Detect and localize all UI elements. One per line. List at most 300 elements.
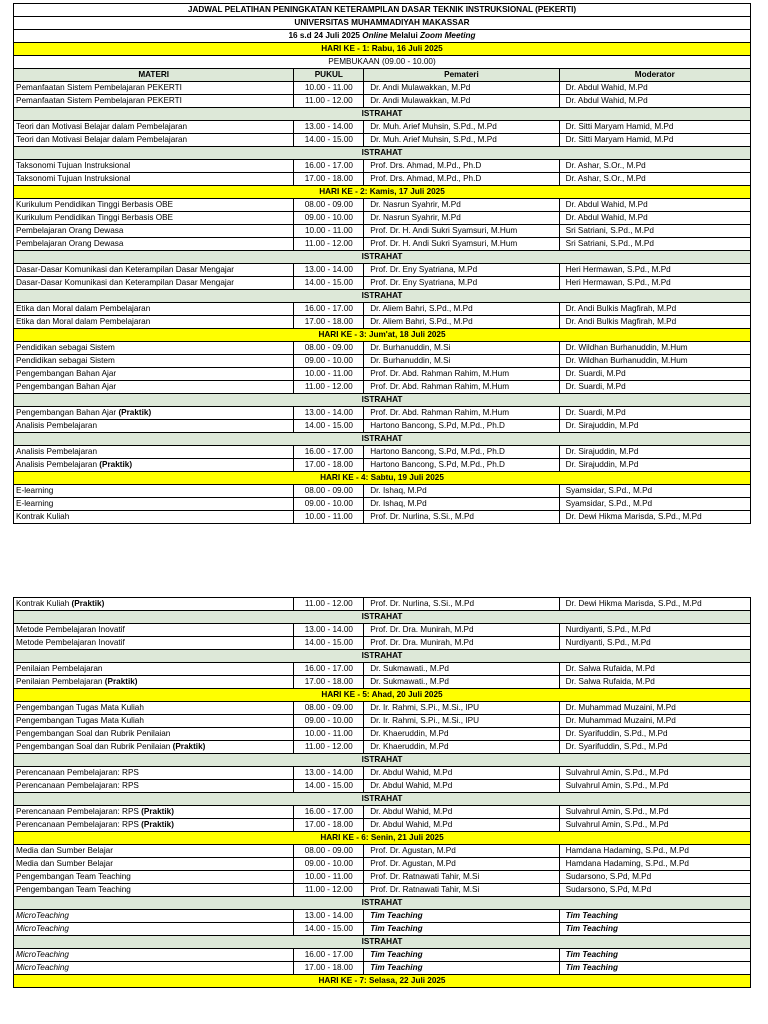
table-row [14,962,751,975]
pukul-cell: 08.00 - 09.00 [294,342,364,355]
text-run: (Praktik) [99,460,133,469]
document-title [14,4,751,17]
materi-cell [14,871,294,884]
moderator-cell: Dr. Syarifuddin, S.Pd., M.Pd [559,741,750,754]
moderator-cell: Dr. Dewi Hikma Marisda, S.Pd., M.Pd [559,598,750,611]
materi-cell [14,225,294,238]
pukul-cell: 14.00 - 15.00 [294,420,364,433]
pemateri-cell: Dr. Muh. Arief Muhsin, S.Pd., M.Pd [364,134,559,147]
table-row [14,702,751,715]
moderator-cell: Dr. Sitti Maryam Hamid, M.Pd [559,121,750,134]
moderator-cell: Heri Hermawan, S.Pd., M.Pd [559,264,750,277]
table-row [14,884,751,897]
moderator-cell: Sri Satriani, S.Pd., M.Pd [559,238,750,251]
moderator-cell: Sulvahrul Amin, S.Pd., M.Pd [559,806,750,819]
text-run: 16 s.d 24 Juli 2025 [288,31,363,40]
moderator-cell: Dr. Andi Bulkis Magfirah, M.Pd [559,303,750,316]
text-run: Kontrak Kuliah [16,512,70,521]
day-label: HARI KE - 3: Jum'at, 18 Juli 2025 [14,329,751,342]
materi-cell [14,511,294,524]
pemateri-cell: Dr. Nasrun Syahrir, M.Pd [364,199,559,212]
moderator-cell: Sulvahrul Amin, S.Pd., M.Pd [559,780,750,793]
pukul-cell: 08.00 - 09.00 [294,702,364,715]
text-run: JADWAL PELATIHAN PENINGKATAN KETERAMPILAN DASAR TEKNIK INSTRUKSIONAL (PEKERTI) [187,5,577,14]
pemateri-cell: Tim Teaching [364,962,559,975]
materi-cell [14,767,294,780]
text-run: Zoom Meeting [420,31,476,40]
moderator-cell: Dr. Syarifuddin, S.Pd., M.Pd [559,728,750,741]
table-row [14,858,751,871]
pukul-cell: 17.00 - 18.00 [294,173,364,186]
pemateri-cell: Dr. Abdul Wahid, M.Pd [364,806,559,819]
pemateri-cell: Hartono Bancong, S.Pd, M.Pd., Ph.D [364,459,559,472]
moderator-cell: Dr. Abdul Wahid, M.Pd [559,212,750,225]
moderator-cell: Dr. Suardi, M.Pd [559,381,750,394]
text-run: Pengembangan Team Teaching [16,885,131,894]
text-run: MicroTeaching [16,911,69,920]
table-row [14,446,751,459]
pukul-cell: 14.00 - 15.00 [294,780,364,793]
break-row [14,754,751,767]
text-run: Pendidikan sebagai Sistem [16,343,115,352]
pukul-cell: 13.00 - 14.00 [294,264,364,277]
moderator-cell: Dr. Sirajuddin, M.Pd [559,420,750,433]
table-row [14,342,751,355]
table-row [14,199,751,212]
text-run: Pembelajaran Orang Dewasa [16,226,124,235]
table-row [14,420,751,433]
moderator-cell: Tim Teaching [559,923,750,936]
pukul-cell: 13.00 - 14.00 [294,407,364,420]
pukul-cell: 11.00 - 12.00 [294,95,364,108]
break-label: ISTRAHAT [14,793,751,806]
text-run: Perencanaan Pembelajaran: RPS [16,768,139,777]
day-label: HARI KE - 1: Rabu, 16 Juli 2025 [14,43,751,56]
day-label: HARI KE - 4: Sabtu, 19 Juli 2025 [14,472,751,485]
text-run: (Praktik) [71,599,105,608]
pemateri-cell: Dr. Muh. Arief Muhsin, S.Pd., M.Pd [364,121,559,134]
break-row [14,394,751,407]
materi-cell [14,949,294,962]
break-row [14,251,751,264]
materi-cell [14,598,294,611]
text-run: Etika dan Moral dalam Pembelajaran [16,304,151,313]
break-label: ISTRAHAT [14,897,751,910]
pemateri-cell: Prof. Dr. Abd. Rahman Rahim, M.Hum [364,381,559,394]
table-row [14,806,751,819]
pemateri-cell: Prof. Dr. Dra. Munirah, M.Pd [364,637,559,650]
pemateri-cell: Prof. Dr. Agustan, M.Pd [364,845,559,858]
text-run: Pembelajaran Orang Dewasa [16,239,124,248]
moderator-cell: Tim Teaching [559,910,750,923]
text-run: Pemanfaatan Sistem Pembelajaran PEKERTI [16,83,182,92]
pukul-cell: 09.00 - 10.00 [294,355,364,368]
day-header-row [14,472,751,485]
table-row [14,871,751,884]
pukul-cell: 14.00 - 15.00 [294,923,364,936]
break-row [14,650,751,663]
pukul-cell: 16.00 - 17.00 [294,949,364,962]
pukul-cell: 08.00 - 09.00 [294,485,364,498]
table-row [14,173,751,186]
text-run: MicroTeaching [16,963,69,972]
document-title [14,17,751,30]
pukul-cell: 10.00 - 11.00 [294,368,364,381]
day-label: HARI KE - 2: Kamis, 17 Juli 2025 [14,186,751,199]
pemateri-cell: Dr. Andi Mulawakkan, M.Pd [364,95,559,108]
materi-cell [14,702,294,715]
materi-cell [14,277,294,290]
table-row [14,355,751,368]
table-row [14,264,751,277]
materi-cell [14,407,294,420]
column-header-moderator: Moderator [559,69,750,82]
text-run: E-learning [16,499,54,508]
materi-cell [14,845,294,858]
pukul-cell: 17.00 - 18.00 [294,676,364,689]
table-row [14,212,751,225]
day-header-row [14,689,751,702]
break-label: ISTRAHAT [14,611,751,624]
materi-cell [14,819,294,832]
materi-cell [14,498,294,511]
moderator-cell: Dr. Andi Bulkis Magfirah, M.Pd [559,316,750,329]
pukul-cell: 11.00 - 12.00 [294,238,364,251]
moderator-cell: Dr. Sirajuddin, M.Pd [559,446,750,459]
moderator-cell: Dr. Salwa Rufaida, M.Pd [559,676,750,689]
day-label: HARI KE - 5: Ahad, 20 Juli 2025 [14,689,751,702]
text-run: Teori dan Motivasi Belajar dalam Pembelajaran [16,135,188,144]
pemateri-cell: Hartono Bancong, S.Pd, M.Pd., Ph.D [364,420,559,433]
pemateri-cell: Dr. Khaeruddin, M.Pd [364,741,559,754]
text-run: Pengembangan Team Teaching [16,872,131,881]
pemateri-cell: Dr. Burhanuddin, M.Si [364,342,559,355]
moderator-cell: Dr. Wildhan Burhanuddin, M.Hum [559,342,750,355]
pemateri-cell: Dr. Sukmawati., M.Pd [364,676,559,689]
moderator-cell: Syamsidar, S.Pd., M.Pd [559,485,750,498]
pemateri-cell: Prof. Dr. Eny Syatriana, M.Pd [364,264,559,277]
table-row [14,741,751,754]
materi-cell [14,355,294,368]
materi-cell [14,381,294,394]
table-row [14,637,751,650]
moderator-cell: Tim Teaching [559,962,750,975]
document-title [14,30,751,43]
table-row [14,407,751,420]
pukul-cell: 13.00 - 14.00 [294,910,364,923]
text-run: Analisis Pembelajaran [16,447,98,456]
pukul-cell: 09.00 - 10.00 [294,212,364,225]
break-label: ISTRAHAT [14,936,751,949]
pukul-cell: 13.00 - 14.00 [294,624,364,637]
materi-cell [14,624,294,637]
title-row [14,30,751,43]
table-row [14,316,751,329]
moderator-cell: Sudarsono, S.Pd, M.Pd [559,884,750,897]
materi-cell [14,923,294,936]
day-header-row [14,832,751,845]
text-run: Melalui [387,31,421,40]
pemateri-cell: Dr. Ishaq, M.Pd [364,485,559,498]
column-header-row [14,69,751,82]
table-row [14,511,751,524]
table-row [14,663,751,676]
moderator-cell: Tim Teaching [559,949,750,962]
pemateri-cell: Prof. Dr. Ratnawati Tahir, M.Si [364,884,559,897]
pukul-cell: 10.00 - 11.00 [294,225,364,238]
pemateri-cell: Dr. Ir. Rahmi, S.Pi., M.Si., IPU [364,702,559,715]
pemateri-cell: Prof. Dr. Agustan, M.Pd [364,858,559,871]
break-row [14,433,751,446]
break-label: ISTRAHAT [14,147,751,160]
pukul-cell: 14.00 - 15.00 [294,277,364,290]
materi-cell [14,637,294,650]
break-row [14,108,751,121]
text-run: Pengembangan Bahan Ajar [16,382,117,391]
text-run: Metode Pembelajaran Inovatif [16,625,125,634]
moderator-cell: Syamsidar, S.Pd., M.Pd [559,498,750,511]
break-label: ISTRAHAT [14,754,751,767]
materi-cell [14,858,294,871]
pemateri-cell: Prof. Dr. H. Andi Sukri Syamsuri, M.Hum [364,225,559,238]
materi-cell [14,728,294,741]
break-row [14,611,751,624]
materi-cell [14,303,294,316]
pemateri-cell: Dr. Ishaq, M.Pd [364,498,559,511]
materi-cell [14,134,294,147]
table-row [14,676,751,689]
pukul-cell: 09.00 - 10.00 [294,858,364,871]
materi-cell [14,446,294,459]
table-row [14,95,751,108]
column-header-pukul: PUKUL [294,69,364,82]
pemateri-cell: Prof. Drs. Ahmad, M.Pd., Ph.D [364,160,559,173]
day-header-row [14,186,751,199]
table-row [14,459,751,472]
text-run: Taksonomi Tujuan Instruksional [16,174,131,183]
table-row [14,598,751,611]
moderator-cell: Hamdana Hadaming, S.Pd., M.Pd [559,845,750,858]
text-run: Perencanaan Pembelajaran: RPS [16,807,142,816]
pemateri-cell: Prof. Dr. Eny Syatriana, M.Pd [364,277,559,290]
pukul-cell: 14.00 - 15.00 [294,637,364,650]
text-run: MicroTeaching [16,950,69,959]
opening-label: PEMBUKAAN (09.00 - 10.00) [14,56,751,69]
break-row [14,290,751,303]
materi-cell [14,82,294,95]
table-row [14,381,751,394]
pukul-cell: 16.00 - 17.00 [294,160,364,173]
schedule-table-page-2 [13,597,751,988]
table-row [14,82,751,95]
table-row [14,923,751,936]
column-header-pemateri: Pemateri [364,69,559,82]
text-run: Kurikulum Pendidikan Tinggi Berbasis OBE [16,200,174,209]
moderator-cell: Nurdiyanti, S.Pd., M.Pd [559,637,750,650]
moderator-cell: Dr. Salwa Rufaida, M.Pd [559,663,750,676]
pukul-cell: 17.00 - 18.00 [294,962,364,975]
text-run: Pengembangan Tugas Mata Kuliah [16,703,144,712]
pukul-cell: 16.00 - 17.00 [294,446,364,459]
pukul-cell: 10.00 - 11.00 [294,511,364,524]
pukul-cell: 10.00 - 11.00 [294,728,364,741]
pemateri-cell: Prof. Dr. Abd. Rahman Rahim, M.Hum [364,368,559,381]
break-label: ISTRAHAT [14,251,751,264]
text-run: E-learning [16,486,54,495]
pukul-cell: 17.00 - 18.00 [294,316,364,329]
text-run: Media dan Sumber Belajar [16,846,113,855]
text-run: Pengembangan Bahan Ajar [16,369,117,378]
materi-cell [14,95,294,108]
materi-cell [14,342,294,355]
text-run: Kontrak Kuliah [16,599,72,608]
text-run: (Praktik) [141,820,174,829]
title-row [14,17,751,30]
materi-cell [14,420,294,433]
table-row [14,368,751,381]
pukul-cell: 10.00 - 11.00 [294,871,364,884]
table-row [14,303,751,316]
moderator-cell: Sri Satriani, S.Pd., M.Pd [559,225,750,238]
materi-cell [14,264,294,277]
moderator-cell: Dr. Suardi, M.Pd [559,368,750,381]
table-row [14,160,751,173]
text-run: Penilaian Pembelajaran [16,677,105,686]
moderator-cell: Dr. Wildhan Burhanuddin, M.Hum [559,355,750,368]
materi-cell [14,199,294,212]
materi-cell [14,212,294,225]
moderator-cell: Dr. Suardi, M.Pd [559,407,750,420]
pemateri-cell: Dr. Aliem Bahri, S.Pd., M.Pd [364,303,559,316]
table-row [14,277,751,290]
text-run: Pendidikan sebagai Sistem [16,356,115,365]
text-run: Etika dan Moral dalam Pembelajaran [16,317,151,326]
moderator-cell: Hamdana Hadaming, S.Pd., M.Pd [559,858,750,871]
break-row [14,147,751,160]
break-row [14,936,751,949]
moderator-cell: Nurdiyanti, S.Pd., M.Pd [559,624,750,637]
pemateri-cell: Prof. Dr. Abd. Rahman Rahim, M.Hum [364,407,559,420]
pukul-cell: 16.00 - 17.00 [294,303,364,316]
materi-cell [14,910,294,923]
opening-row [14,56,751,69]
text-run: Media dan Sumber Belajar [16,859,113,868]
pukul-cell: 16.00 - 17.00 [294,663,364,676]
break-label: ISTRAHAT [14,108,751,121]
day-label: HARI KE - 7: Selasa, 22 Juli 2025 [14,975,751,988]
break-label: ISTRAHAT [14,433,751,446]
materi-cell [14,780,294,793]
text-run: Pemanfaatan Sistem Pembelajaran PEKERTI [16,96,182,105]
table-row [14,134,751,147]
materi-cell [14,715,294,728]
text-run: Penilaian Pembelajaran [16,664,103,673]
table-row [14,910,751,923]
pemateri-cell: Prof. Dr. H. Andi Sukri Syamsuri, M.Hum [364,238,559,251]
text-run: Dasar-Dasar Komunikasi dan Keterampilan Dasar Mengajar [16,265,234,274]
materi-cell [14,368,294,381]
pukul-cell: 11.00 - 12.00 [294,884,364,897]
table-row [14,949,751,962]
moderator-cell: Dr. Abdul Wahid, M.Pd [559,95,750,108]
text-run: Analisis Pembelajaran [16,421,98,430]
pemateri-cell: Prof. Dr. Ratnawati Tahir, M.Si [364,871,559,884]
day-header-row [14,43,751,56]
text-run: Pengembangan Bahan Ajar [16,408,119,417]
table-row [14,238,751,251]
moderator-cell: Dr. Dewi Hikma Marisda, S.Pd., M.Pd [559,511,750,524]
pemateri-cell: Prof. Dr. Dra. Munirah, M.Pd [364,624,559,637]
text-run: Online [362,31,388,40]
pukul-cell: 16.00 - 17.00 [294,806,364,819]
break-row [14,897,751,910]
materi-cell [14,806,294,819]
materi-cell [14,121,294,134]
pemateri-cell: Dr. Ir. Rahmi, S.Pi., M.Si., IPU [364,715,559,728]
moderator-cell: Dr. Ashar, S.Or., M.Pd [559,160,750,173]
day-label: HARI KE - 6: Senin, 21 Juli 2025 [14,832,751,845]
pukul-cell: 17.00 - 18.00 [294,459,364,472]
materi-cell [14,316,294,329]
moderator-cell: Sulvahrul Amin, S.Pd., M.Pd [559,819,750,832]
materi-cell [14,485,294,498]
pemateri-cell: Dr. Andi Mulawakkan, M.Pd [364,82,559,95]
pukul-cell: 08.00 - 09.00 [294,199,364,212]
text-run: Teori dan Motivasi Belajar dalam Pembelajaran [16,122,188,131]
moderator-cell: Dr. Abdul Wahid, M.Pd [559,199,750,212]
materi-cell [14,173,294,186]
pemateri-cell: Dr. Khaeruddin, M.Pd [364,728,559,741]
pemateri-cell: Prof. Dr. Nurlina, S.Si., M.Pd [364,598,559,611]
text-run: Perencanaan Pembelajaran: RPS [16,820,142,829]
pukul-cell: 13.00 - 14.00 [294,121,364,134]
text-run: Perencanaan Pembelajaran: RPS [16,781,139,790]
text-run: Pengembangan Soal dan Rubrik Penilaian [16,742,173,751]
table-row [14,780,751,793]
pemateri-cell: Tim Teaching [364,910,559,923]
moderator-cell: Dr. Muhammad Muzaini, M.Pd [559,715,750,728]
text-run: Dasar-Dasar Komunikasi dan Keterampilan Dasar Mengajar [16,278,234,287]
text-run: Kurikulum Pendidikan Tinggi Berbasis OBE [16,213,174,222]
schedule-table-page-1 [13,3,751,524]
title-row [14,4,751,17]
pukul-cell: 13.00 - 14.00 [294,767,364,780]
pemateri-cell: Dr. Abdul Wahid, M.Pd [364,780,559,793]
pukul-cell: 11.00 - 12.00 [294,598,364,611]
table-row [14,767,751,780]
pukul-cell: 09.00 - 10.00 [294,715,364,728]
pukul-cell: 11.00 - 12.00 [294,381,364,394]
pemateri-cell: Tim Teaching [364,923,559,936]
table-row [14,845,751,858]
moderator-cell: Dr. Sitti Maryam Hamid, M.Pd [559,134,750,147]
table-row [14,225,751,238]
text-run: Metode Pembelajaran Inovatif [16,638,125,647]
break-label: ISTRAHAT [14,290,751,303]
table-row [14,121,751,134]
pukul-cell: 08.00 - 09.00 [294,845,364,858]
materi-cell [14,962,294,975]
table-row [14,728,751,741]
moderator-cell: Sudarsono, S.Pd, M.Pd [559,871,750,884]
day-header-row [14,329,751,342]
table-row [14,715,751,728]
text-run: Pengembangan Tugas Mata Kuliah [16,716,144,725]
pemateri-cell: Dr. Nasrun Syahrir, M.Pd [364,212,559,225]
pukul-cell: 11.00 - 12.00 [294,741,364,754]
pemateri-cell: Prof. Dr. Nurlina, S.Si., M.Pd [364,511,559,524]
break-row [14,793,751,806]
